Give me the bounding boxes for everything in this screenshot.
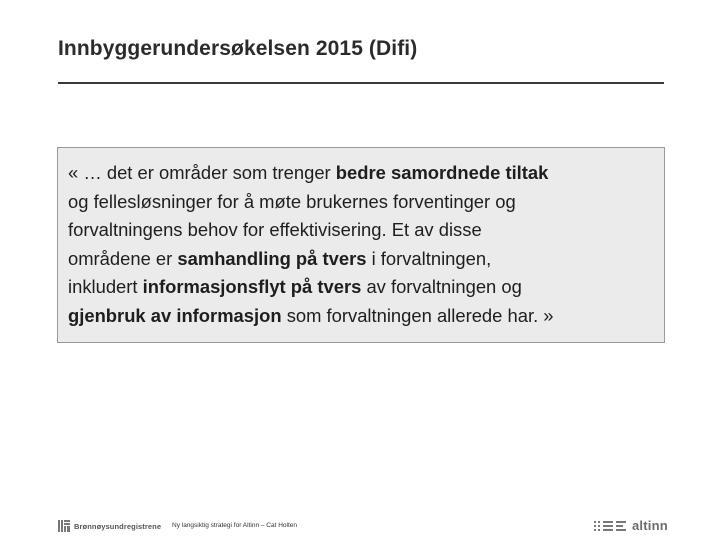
altinn-logo (594, 518, 668, 533)
quote-text: « … det er områder som trenger (68, 162, 336, 183)
quote-line (68, 159, 658, 188)
quote-text: områdene er (68, 247, 178, 269)
quote-line (68, 188, 658, 217)
quote-text: forvaltningens behov for effektivisering. Et av disse (68, 219, 482, 241)
quote-emphasis: informasjonsflyt på tvers (142, 276, 362, 298)
footer (0, 514, 720, 540)
quote-emphasis: gjenbruk av informasjon (68, 304, 282, 326)
footer-caption: Ny langsiktig strategi for Altinn – Cat Holten (172, 522, 298, 529)
altinn-logo-icon (594, 520, 628, 532)
quote-line (68, 245, 658, 274)
title-divider (58, 82, 664, 84)
quote-emphasis: samhandling på tvers (177, 247, 367, 269)
quote-text: som forvaltningen allerede har. » (281, 304, 554, 326)
slide-title: Innbyggerundersøkelsen 2015 (Difi) (58, 37, 418, 60)
quote-text: inkludert (68, 276, 143, 298)
quote-line (68, 216, 658, 245)
quote-text: av forvaltningen og (361, 276, 522, 298)
quote-text: i forvaltningen, (366, 247, 492, 269)
brreg-logo-text: Brønnøysundregistrene (74, 521, 162, 531)
quote-line (68, 302, 658, 331)
quote-box (57, 147, 665, 343)
quote-line (68, 273, 658, 302)
brreg-logo-icon (58, 520, 70, 532)
quote-text: og fellesløsninger for å møte brukernes forventinger og (68, 190, 516, 212)
quote-emphasis: bedre samordnede tiltak (335, 162, 549, 183)
brreg-logo (58, 519, 161, 533)
altinn-logo-text: altinn (632, 518, 668, 533)
